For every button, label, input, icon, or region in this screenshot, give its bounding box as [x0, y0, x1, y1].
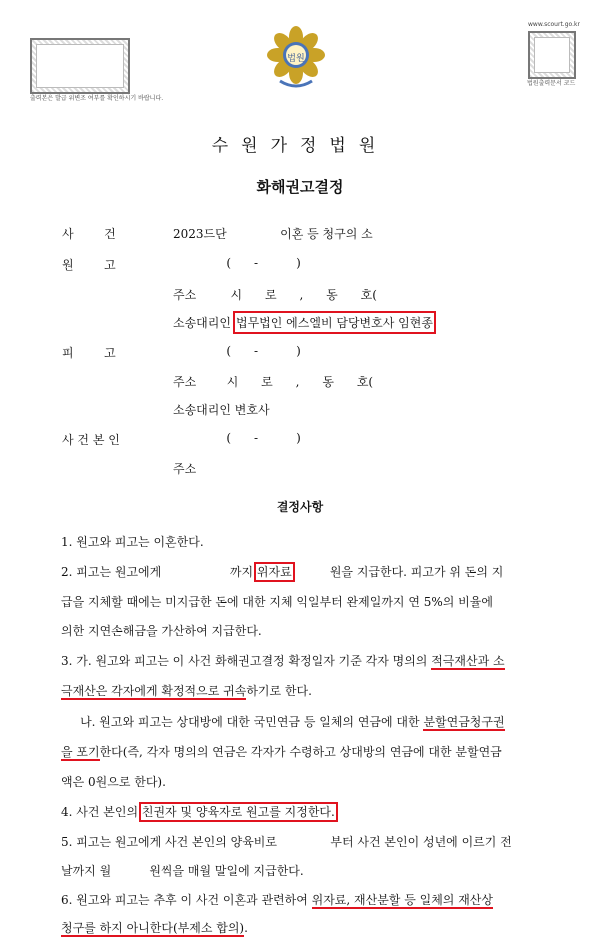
order-item-2-line-2: 급을 지체할 때에는 미지급한 돈에 대한 지체 익일부터 완제일까지 연 5%의 비율에 — [61, 595, 493, 609]
no-suit-underline-1: 위자료, 재산분할 등 일체의 재산상 — [311, 893, 493, 907]
party-label-case: 사 건 — [62, 227, 116, 241]
document-title: 화해권고결정 — [256, 178, 344, 196]
order-item-3b-line-1: 나. 원고와 피고는 상대방에 대한 국민연금 등 일체의 연금에 대한 분할연금청구권 — [61, 715, 505, 729]
plaintiff-attorney-label: 소송대리인 — [173, 316, 235, 330]
principal-address: 주소 — [173, 462, 197, 476]
right-stamp-caption: 법원출력문서 코드 — [527, 80, 576, 87]
defendant-attorney: 소송대리인 변호사 — [173, 403, 270, 417]
left-stamp-caption: 출력본은 발급 위변조 여부를 확인하시기 바랍니다. — [30, 95, 164, 102]
party-value-defendant: ( - ) — [173, 344, 301, 358]
authentication-stamp-right — [528, 31, 576, 79]
no-suit-underline-2: 청구를 하지 아니한다(부제소 합의) — [61, 921, 245, 935]
right-stamp-url: www.scourt.go.kr — [528, 21, 580, 28]
party-value-case: 2023드단 이혼 등 청구의 소 — [173, 227, 373, 241]
order-item-1: 1. 원고와 피고는 이혼한다. — [61, 535, 204, 549]
plaintiff-attorney-highlight: 법무법인 에스엘비 담당변호사 임현종 — [236, 316, 433, 330]
property-underline-1: 적극재산과 소 — [431, 654, 505, 668]
property-underline-2: 극재산은 각자에게 확정적으로 귀속 — [61, 684, 247, 698]
authentication-stamp-left — [30, 38, 130, 94]
order-item-3a-line-2: 극재산은 각자에게 확정적으로 귀속하기로 한다. — [61, 684, 312, 698]
party-value-plaintiff: ( - ) — [173, 256, 301, 270]
order-item-3b-line-3: 액은 0원으로 한다). — [61, 775, 166, 789]
party-value-principal: ( - ) — [173, 431, 301, 445]
order-item-5-line-2: 날까지 월 원씩을 매월 말일에 지급한다. — [61, 864, 304, 878]
order-item-3b-line-2: 을 포기한다(즉, 각자 명의의 연금은 각자가 수령하고 상대방의 연금에 대한 분할연금 — [61, 745, 502, 759]
order-item-6-line-2: 청구를 하지 아니한다(부제소 합의). — [61, 921, 248, 935]
party-label-plaintiff: 원 고 — [62, 258, 116, 272]
order-item-4: 4. 사건 본인의 친권자 및 양육자로 원고를 지정한다. — [61, 805, 335, 819]
section-title: 결정사항 — [276, 500, 324, 514]
party-label-principal: 사 건 본 인 — [62, 433, 120, 447]
party-label-defendant: 피 고 — [62, 346, 116, 360]
order-item-2-line-3: 의한 지연손해금을 가산하여 지급한다. — [61, 624, 262, 638]
plaintiff-address: 주소 시 로 , 동 호( — [173, 288, 377, 302]
order-item-5-line-1: 5. 피고는 원고에게 사건 본인의 양육비로 부터 사건 본인이 성년에 이르기 전 — [61, 835, 512, 849]
defendant-address: 주소 시 로 , 동 호( — [173, 375, 374, 389]
emblem-text: 법원 — [287, 54, 305, 64]
order-item-2-line-1: 2. 피고는 원고에게 까지 위자료 원을 지급한다. 피고가 위 돈의 지 — [61, 565, 504, 579]
pension-underline-1: 분할연금청구권 — [423, 715, 505, 729]
order-item-6-line-1: 6. 원고와 피고는 추후 이 사건 이혼과 관련하여 위자료, 재산분할 등 일체의 재산상 — [61, 893, 493, 907]
pension-underline-2: 을 포기 — [61, 745, 100, 759]
custody-highlight: 친권자 및 양육자로 원고를 지정한다. — [141, 805, 335, 819]
consolation-money-highlight: 위자료 — [256, 565, 292, 579]
order-item-3a-line-1: 3. 가. 원고와 피고는 이 사건 화해권고결정 확정일자 기준 각자 명의의 적극재산과 소 — [61, 654, 505, 668]
court-name: 수원가정법원 — [211, 136, 389, 156]
